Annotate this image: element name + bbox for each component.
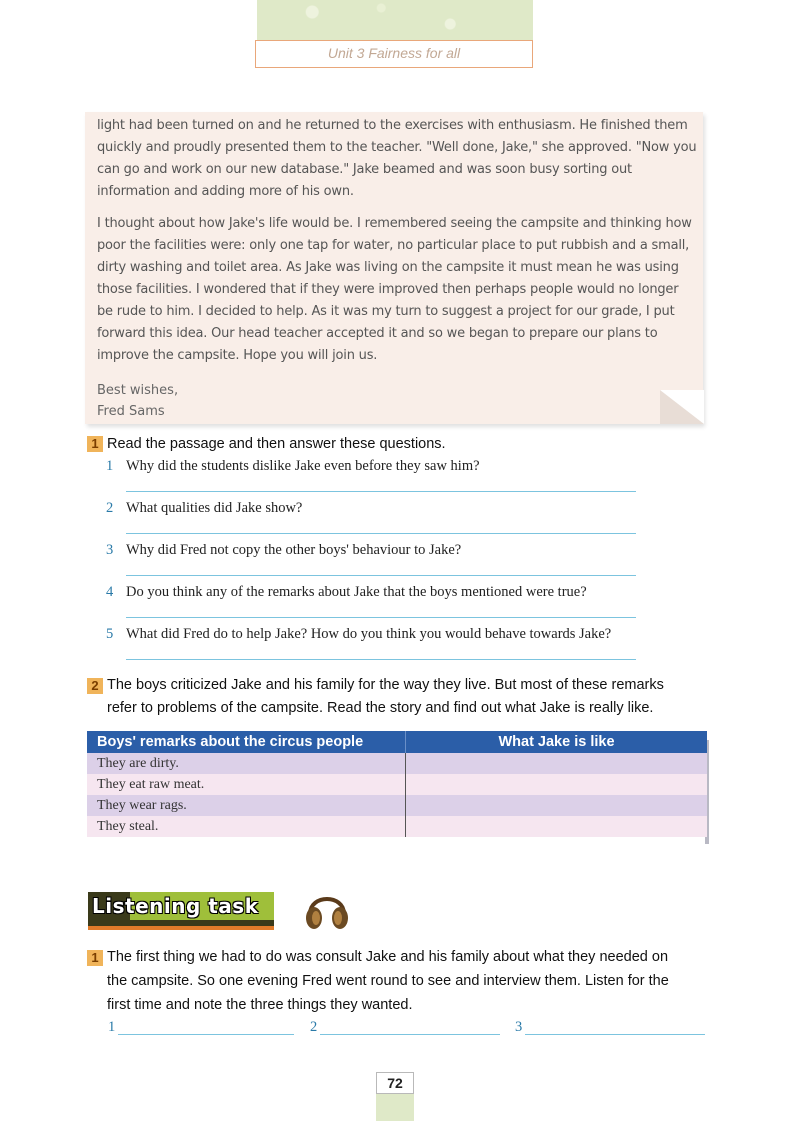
- page-curl-decoration: [660, 390, 704, 424]
- answer-line-2[interactable]: [126, 533, 636, 534]
- answer-line-1[interactable]: [126, 491, 636, 492]
- letter-paragraph-1: light had been turned on and he returned to the exercises with enthusiasm. He finished them quickly and proudly presented them to the teacher. "Well done, Jake," she approved. "Now you can go and work on our new database." Jake beamed and was soon busy sorting out information and adding more of his own.: [97, 118, 697, 199]
- answer-line-5[interactable]: [126, 659, 636, 660]
- question-number: 1: [106, 458, 114, 474]
- blank-label-1: 1: [108, 1019, 116, 1035]
- table-cell-remark: They wear rags.: [87, 795, 406, 816]
- task-number-badge: 2: [87, 678, 103, 694]
- table-cell-answer[interactable]: [406, 753, 708, 774]
- task2-instruction-line1: The boys criticized Jake and his family for the way they live. But most of these remarks: [107, 677, 664, 693]
- question-number: 3: [106, 542, 114, 558]
- task-number-badge: 1: [87, 950, 103, 966]
- listening-instruction-line2: the campsite. So one evening Fred went round to see and interview them. Listen for the: [107, 973, 669, 989]
- blank-label-2: 2: [310, 1019, 318, 1035]
- table-cell-remark: They eat raw meat.: [87, 774, 406, 795]
- table-cell-answer[interactable]: [406, 795, 708, 816]
- headphones-icon: [302, 884, 352, 932]
- answer-blank-3[interactable]: [525, 1034, 705, 1035]
- blank-label-3: 3: [515, 1019, 523, 1035]
- table-header-row: [87, 731, 707, 753]
- table-cell-answer[interactable]: [406, 816, 708, 837]
- header-decoration: [257, 0, 533, 40]
- table-row: [87, 795, 707, 816]
- listening-instruction-line3: first time and note the three things they wanted.: [107, 997, 413, 1013]
- page-number-decoration: [376, 1094, 414, 1121]
- question-text: What qualities did Jake show?: [126, 500, 303, 516]
- question-1: [106, 458, 480, 475]
- question-text: Why did the students dislike Jake even before they saw him?: [126, 458, 480, 474]
- table-header-jake: What Jake is like: [406, 731, 708, 753]
- answer-blank-2[interactable]: [320, 1034, 500, 1035]
- question-5: [106, 626, 611, 643]
- question-text: Do you think any of the remarks about Jake that the boys mentioned were true?: [126, 584, 587, 600]
- table-cell-remark: They steal.: [87, 816, 406, 837]
- letter-paragraph-2: I thought about how Jake's life would be. I remembered seeing the campsite and thinking how poor the facilities were: only one tap for water, no particular place to put rubbish and a small, dirty washing and toilet area. As Jake was living on the campsite it must mean he was using those facilities. I wondered that if they were improved then perhaps people would no longer be rude to him. I decided to help. As it was my turn to suggest a project for our grade, I put forward this idea. Our head teacher accepted it and so we began to prepare our plans to improve the campsite. Hope you will join us.: [97, 216, 692, 363]
- letter-closing: Best wishes,: [97, 383, 179, 398]
- table-cell-answer[interactable]: [406, 774, 708, 795]
- unit-title: Unit 3 Fairness for all: [327, 45, 461, 61]
- question-4: [106, 584, 587, 601]
- task-number-badge: 1: [87, 436, 103, 452]
- answer-blank-1[interactable]: [118, 1034, 294, 1035]
- answer-line-4[interactable]: [126, 617, 636, 618]
- table-row: [87, 753, 707, 774]
- letter-signature: Fred Sams: [97, 404, 165, 419]
- answer-line-3[interactable]: [126, 575, 636, 576]
- table-cell-remark: They are dirty.: [87, 753, 406, 774]
- question-number: 4: [106, 584, 114, 600]
- task1-instruction: Read the passage and then answer these questions.: [107, 436, 446, 452]
- question-text: Why did Fred not copy the other boys' behaviour to Jake?: [126, 542, 462, 558]
- question-number: 2: [106, 500, 114, 516]
- question-text: What did Fred do to help Jake? How do you think you would behave towards Jake?: [126, 626, 612, 642]
- table-row: [87, 816, 707, 837]
- question-2: [106, 500, 302, 517]
- listening-task-title: Listening task: [92, 894, 259, 918]
- remarks-table: [87, 731, 707, 837]
- listening-instruction-line1: The first thing we had to do was consult Jake and his family about what they needed on: [107, 949, 669, 965]
- table-header-remarks: Boys' remarks about the circus people: [87, 731, 406, 753]
- listening-banner-underline: [88, 926, 274, 930]
- table-row: [87, 774, 707, 795]
- task2-instruction-line2: refer to problems of the campsite. Read the story and find out what Jake is really like.: [107, 700, 654, 716]
- question-number: 5: [106, 626, 114, 642]
- page-number: 72: [376, 1072, 414, 1094]
- question-3: [106, 542, 461, 559]
